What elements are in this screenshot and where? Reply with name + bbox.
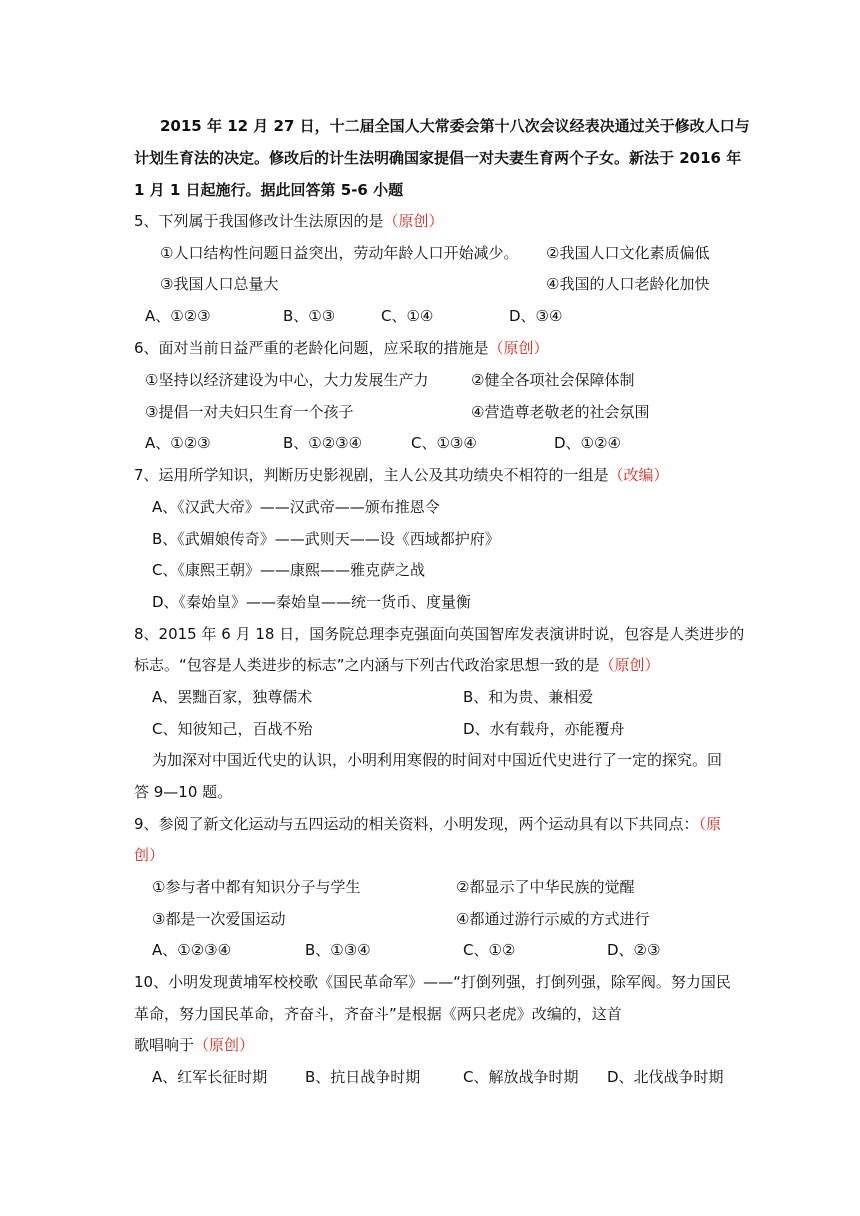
question-6-option-b: B、①②③④ <box>283 434 363 452</box>
question-5-option-a: A、①②③ <box>145 307 211 325</box>
intro-line-3: 1 月 1 日起施行。据此回答第 5-6 小题 <box>134 181 404 199</box>
question-9-tag-part-1: （原 <box>698 815 722 833</box>
question-7-stem <box>134 465 669 485</box>
question-9-statement-1: ①参与者中都有知识分子与学生 <box>152 878 361 896</box>
intro2-line-2: 答 9—10 题。 <box>134 783 233 801</box>
question-9-option-d: D、②③ <box>607 941 661 959</box>
question-5-tag: （原创） <box>383 212 444 230</box>
question-5-statement-2: ②我国人口文化素质偏低 <box>546 244 710 262</box>
question-7-text: 7、运用所学知识，判断历史影视剧，主人公及其功绩央不相符的一组是 <box>134 466 609 484</box>
question-7-option-b: B、《武媚娘传奇》——武则天——设《西域都护府》 <box>152 530 500 548</box>
question-5-text: 5、下列属于我国修改计生法原因的是 <box>134 212 384 230</box>
question-10-text: 歌唱响于 <box>134 1036 195 1054</box>
question-10-option-c: C、解放战争时期 <box>463 1068 579 1086</box>
question-5-option-c: C、①④ <box>381 307 434 325</box>
question-6-text: 6、面对当前日益严重的老龄化问题，应采取的措施是 <box>134 339 489 357</box>
question-6-statement-2: ②健全各项社会保障体制 <box>471 371 635 389</box>
question-8-stem-line-2 <box>134 655 660 675</box>
question-9-statement-4: ④都通过游行示威的方式进行 <box>456 910 650 928</box>
question-6-tag: （原创） <box>488 339 549 357</box>
question-9-option-c: C、①② <box>463 941 516 959</box>
question-6-option-c: C、①③④ <box>411 434 477 452</box>
question-10-stem-line-3 <box>134 1035 254 1055</box>
question-5-statement-1: ①人口结构性问题日益突出，劳动年龄人口开始减少。 <box>160 244 519 262</box>
question-8-stem-line-1: 8、2015 年 6 月 18 日，国务院总理李克强面向英国智库发表演讲时说，包容是人类进步的 <box>134 625 745 643</box>
question-9-option-b: B、①③④ <box>305 941 371 959</box>
question-5-statement-3: ③我国人口总量大 <box>160 275 279 293</box>
question-10-option-d: D、北伐战争时期 <box>607 1068 724 1086</box>
intro2-line-1: 为加深对中国近代史的认识，小明利用寒假的时间对中国近代史进行了一定的探究。回 <box>152 751 723 769</box>
intro-line-2: 计划生育法的决定。修改后的计生法明确国家提倡一对夫妻生育两个子女。新法于 2016 年 <box>134 149 742 167</box>
question-9-stem <box>134 814 721 834</box>
question-7-option-d: D、《秦始皇》——秦始皇——统一货币、度量衡 <box>152 593 472 611</box>
question-10-stem-line-1: 10、小明发现黄埔军校校歌《国民革命军》——“打倒列强，打倒列强，除军阀。努力国民 <box>134 973 731 991</box>
question-9-option-a: A、①②③④ <box>152 941 232 959</box>
question-6-stem <box>134 338 549 358</box>
question-6-statement-3: ③提倡一对夫妇只生育一个孩子 <box>145 403 354 421</box>
question-8-option-d: D、水有载舟，亦能覆舟 <box>463 720 625 738</box>
question-9-text: 9、参阅了新文化运动与五四运动的相关资料，小明发现，两个运动具有以下共同点： <box>134 815 699 833</box>
question-10-option-b: B、抗日战争时期 <box>305 1068 421 1086</box>
question-7-option-c: C、《康熙王朝》——康熙——雅克萨之战 <box>152 561 425 579</box>
question-5-statement-4: ④我国的人口老龄化加快 <box>546 275 710 293</box>
question-6-option-d: D、①②④ <box>554 434 621 452</box>
question-9-tag-part-2: 创） <box>134 846 165 864</box>
question-6-option-a: A、①②③ <box>145 434 211 452</box>
question-7-tag: （改编） <box>608 466 669 484</box>
question-6-statement-1: ①坚持以经济建设为中心，大力发展生产力 <box>145 371 429 389</box>
question-8-tag: （原创） <box>599 656 660 674</box>
question-10-option-a: A、红军长征时期 <box>152 1068 268 1086</box>
question-5-option-b: B、①③ <box>283 307 336 325</box>
question-8-option-c: C、知彼知己，百战不殆 <box>152 720 313 738</box>
question-10-tag: （原创） <box>194 1036 255 1054</box>
question-6-statement-4: ④营造尊老敬老的社会氛围 <box>471 403 650 421</box>
question-9-statement-3: ③都是一次爱国运动 <box>152 910 286 928</box>
question-7-option-a: A、《汉武大帝》——汉武帝——颁布推恩令 <box>152 498 440 516</box>
question-8-text: 标志。“包容是人类进步的标志”之内涵与下列古代政治家思想一致的是 <box>134 656 600 674</box>
question-9-statement-2: ②都显示了中华民族的觉醒 <box>456 878 635 896</box>
intro-line-1: 2015 年 12 月 27 日，十二届全国人大常委会第十八次会议经表决通过关于修改人口与 <box>160 117 750 135</box>
question-8-option-a: A、罢黜百家，独尊儒术 <box>152 688 313 706</box>
question-8-option-b: B、和为贵、兼相爱 <box>463 688 594 706</box>
question-5-option-d: D、③④ <box>509 307 563 325</box>
question-5-stem <box>134 211 444 231</box>
question-10-stem-line-2: 革命，努力国民革命，齐奋斗，齐奋斗”是根据《两只老虎》改编的，这首 <box>134 1005 622 1023</box>
